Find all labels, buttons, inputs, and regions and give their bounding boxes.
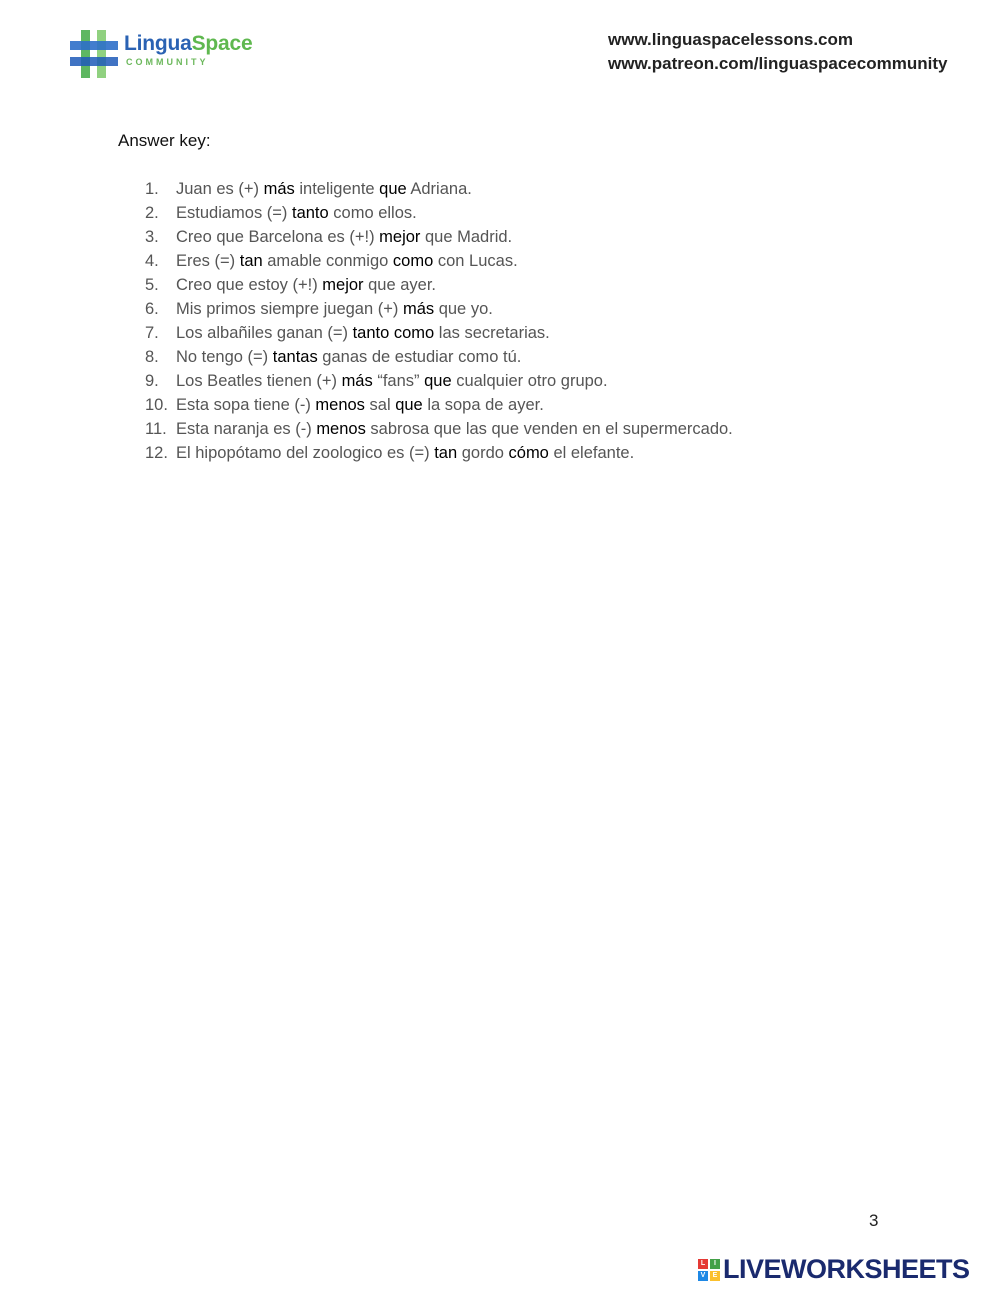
item-text: Adriana. [406, 180, 472, 198]
answer-keyword: tan [434, 444, 458, 462]
item-text: Esta sopa tiene (-) [176, 396, 316, 414]
linguaspace-logo [70, 30, 270, 80]
answer-keyword: menos [316, 420, 366, 438]
icon-letter-i: I [710, 1259, 720, 1269]
item-text: la sopa de ayer. [422, 396, 544, 414]
item-number: 5. [145, 276, 159, 294]
logo-name: LinguaSpace [124, 32, 253, 55]
item-text: que Madrid. [420, 228, 513, 246]
item-text: sal [364, 396, 396, 414]
item-number: 12. [145, 444, 168, 462]
answer-keyword: como [392, 252, 434, 270]
answer-keyword: que [395, 396, 423, 414]
answer-keyword: menos [315, 396, 365, 414]
list-item [145, 345, 733, 369]
item-text: Estudiamos (=) [176, 204, 292, 222]
item-number: 8. [145, 348, 159, 366]
page-number: 3 [869, 1211, 879, 1230]
list-item [145, 177, 733, 201]
item-text: Eres (=) [176, 252, 240, 270]
item-number: 1. [145, 180, 159, 198]
item-number: 7. [145, 324, 159, 342]
list-item [145, 321, 733, 345]
answer-keyword: tanto [292, 204, 329, 222]
list-item [145, 393, 733, 417]
header-urls [608, 28, 947, 76]
answer-keyword: más [341, 372, 373, 390]
item-number: 10. [145, 396, 168, 414]
answer-keyword: cómo [508, 444, 549, 462]
liveworksheets-text: LIVEWORKSHEETS [723, 1254, 970, 1284]
icon-letter-l: L [698, 1259, 708, 1269]
answer-keyword: mejor [379, 228, 421, 246]
answer-key-title: Answer key: [118, 131, 211, 150]
item-text: cualquier otro grupo. [451, 372, 608, 390]
icon-letter-e: E [710, 1271, 720, 1281]
url-patreon[interactable]: www.patreon.com/linguaspacecommunity [608, 54, 948, 73]
item-number: 6. [145, 300, 159, 318]
item-text: Los Beatles tienen (+) [176, 372, 342, 390]
liveworksheets-icon [698, 1259, 720, 1281]
item-text: el elefante. [548, 444, 635, 462]
hash-logo-icon [70, 30, 118, 78]
item-text: que yo. [434, 300, 493, 318]
list-item [145, 249, 733, 273]
list-item [145, 273, 733, 297]
item-text: sabrosa que las que venden en el supermercado. [365, 420, 733, 438]
list-item [145, 297, 733, 321]
answer-keyword: que [424, 372, 452, 390]
answer-keyword: mejor [322, 276, 364, 294]
item-number: 9. [145, 372, 159, 390]
list-item [145, 201, 733, 225]
logo-subtitle: COMMUNITY [126, 57, 209, 67]
item-text: “fans” [372, 372, 425, 390]
list-item [145, 441, 733, 465]
answer-keyword: más [263, 180, 295, 198]
item-text: Esta naranja es (-) [176, 420, 317, 438]
answer-keyword: tan [239, 252, 263, 270]
item-number: 11. [145, 420, 167, 438]
item-text: Creo que Barcelona es (+!) [176, 228, 380, 246]
item-text: que ayer. [363, 276, 437, 294]
item-text: como ellos. [328, 204, 417, 222]
answer-keyword: más [402, 300, 435, 318]
item-text: Creo que estoy (+!) [176, 276, 323, 294]
item-text: El hipopótamo del zoologico es (=) [176, 444, 435, 462]
list-item [145, 225, 733, 249]
answer-keyword: que [379, 180, 407, 198]
item-text: gordo [457, 444, 509, 462]
answer-keyword: tantas [272, 348, 318, 366]
item-number: 2. [145, 204, 159, 222]
list-item [145, 369, 733, 393]
answer-keyword: tanto como [352, 324, 435, 342]
item-text: inteligente [294, 180, 380, 198]
list-item [145, 417, 733, 441]
url-lessons[interactable]: www.linguaspacelessons.com [608, 30, 854, 49]
item-number: 3. [145, 228, 159, 246]
item-text: amable conmigo [262, 252, 393, 270]
item-text: Mis primos siempre juegan (+) [176, 300, 403, 318]
item-text: ganas de estudiar como tú. [317, 348, 522, 366]
icon-letter-v: V [698, 1271, 708, 1281]
item-text: con Lucas. [433, 252, 518, 270]
item-text: No tengo (=) [176, 348, 273, 366]
item-number: 4. [145, 252, 159, 270]
item-text: las secretarias. [434, 324, 550, 342]
item-text: Los albañiles ganan (=) [176, 324, 353, 342]
item-text: Juan es (+) [176, 180, 264, 198]
answer-list [145, 177, 733, 465]
